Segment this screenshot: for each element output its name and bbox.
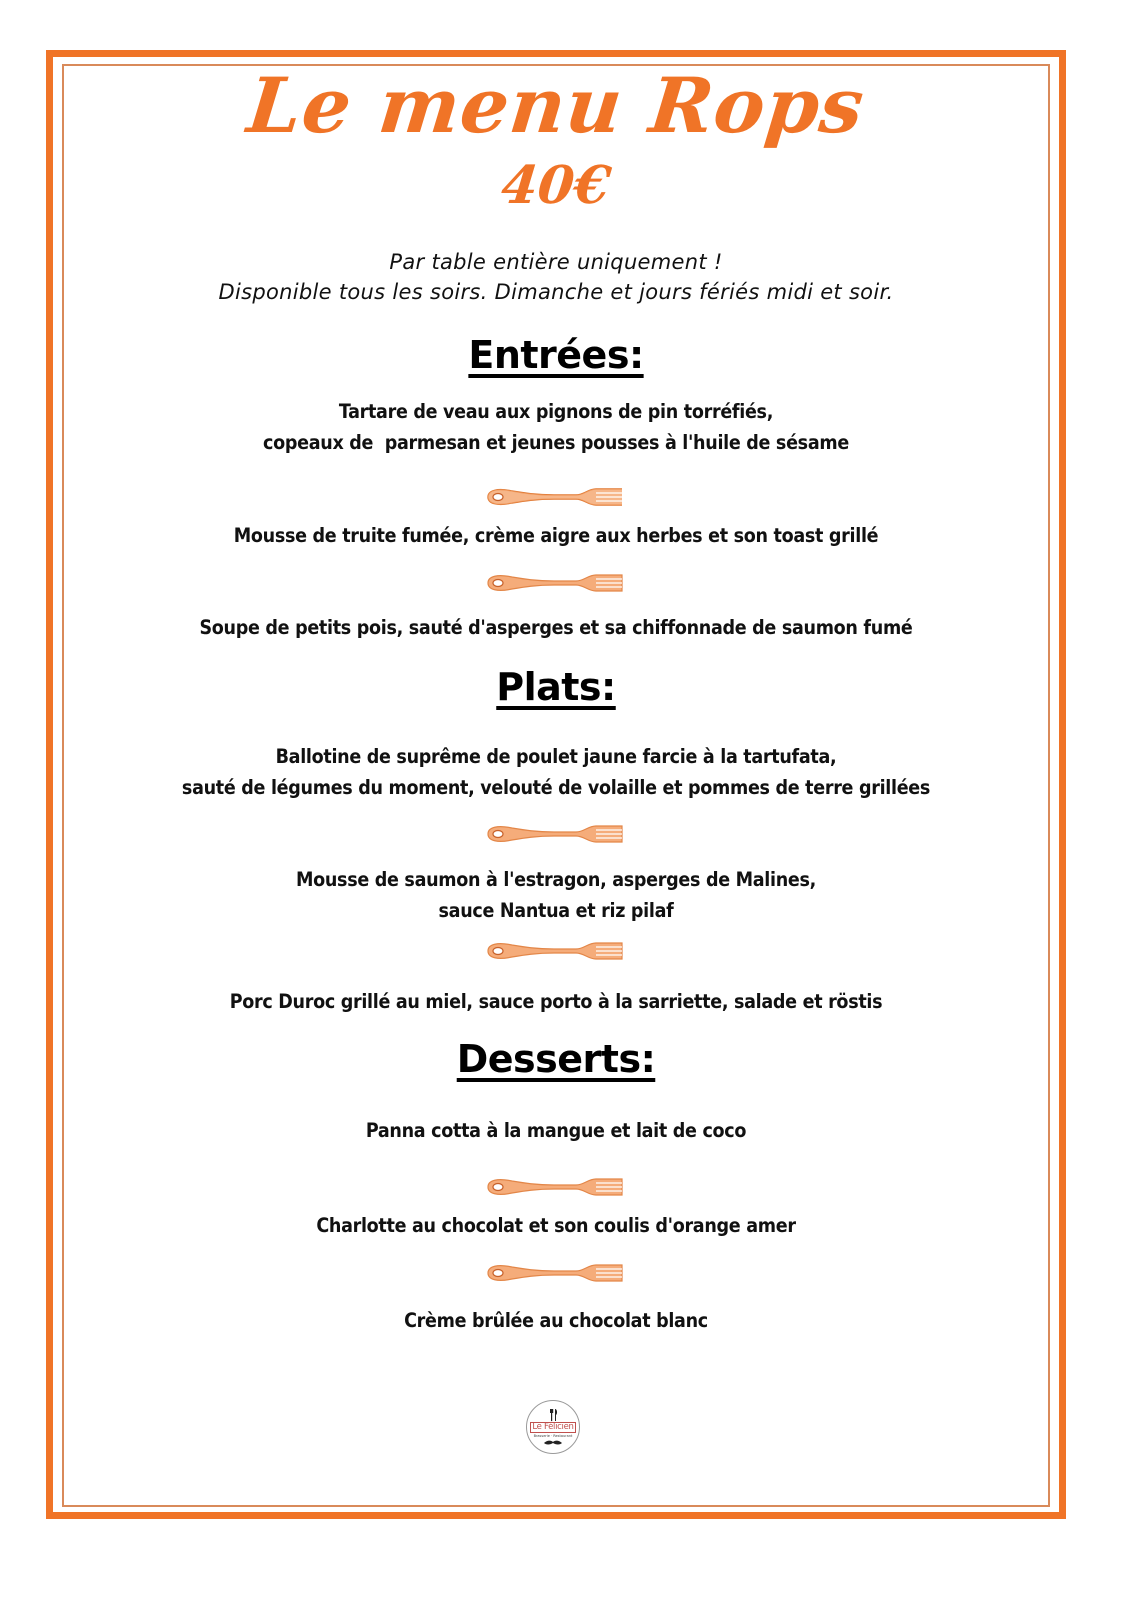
dish-line: Charlotte au chocolat et son coulis d'orange amer bbox=[316, 1214, 796, 1237]
menu-title: Le menu Rops bbox=[243, 61, 869, 150]
dish-entree-3 bbox=[0, 612, 1112, 643]
dish-line: sauce Nantua et riz pilaf bbox=[438, 899, 674, 922]
fork-icon bbox=[484, 485, 626, 509]
menu-price: 40€ bbox=[498, 155, 614, 216]
restaurant-logo bbox=[526, 1400, 580, 1454]
cutlery-icon bbox=[550, 1409, 558, 1421]
section-heading-entrees bbox=[0, 333, 1112, 377]
dish-line: sauté de légumes du moment, velouté de volaille et pommes de terre grillées bbox=[181, 776, 931, 799]
section-heading-plats bbox=[0, 665, 1112, 709]
dish-line: Ballotine de suprême de poulet jaune farcie à la tartufata, bbox=[275, 745, 837, 768]
fork-icon bbox=[484, 822, 626, 846]
dish-line: Mousse de truite fumée, crème aigre aux herbes et son toast grillé bbox=[233, 524, 879, 547]
menu-note-table: Par table entière uniquement ! bbox=[389, 250, 723, 274]
dish-entree-1 bbox=[0, 396, 1112, 458]
fork-icon bbox=[484, 571, 626, 595]
dish-line: Soupe de petits pois, sauté d'asperges et sa chiffonnade de saumon fumé bbox=[199, 616, 913, 639]
logo-brand-name: Le Félicien bbox=[530, 1422, 576, 1433]
dish-plat-2 bbox=[0, 864, 1112, 926]
logo-tagline: Brasserie · Restaurant bbox=[533, 1434, 573, 1438]
dish-line: Panna cotta à la mangue et lait de coco bbox=[365, 1119, 747, 1142]
dish-dessert-1 bbox=[0, 1115, 1112, 1146]
section-heading-desserts-label: Desserts: bbox=[456, 1037, 656, 1081]
section-heading-entrees-label: Entrées: bbox=[468, 333, 644, 377]
section-heading-desserts bbox=[0, 1037, 1112, 1081]
fork-icon bbox=[484, 1175, 626, 1199]
dish-dessert-3 bbox=[0, 1305, 1112, 1336]
dish-line: Mousse de saumon à l'estragon, asperges de Malines, bbox=[295, 868, 817, 891]
section-heading-plats-label: Plats: bbox=[496, 665, 616, 709]
dish-dessert-2 bbox=[0, 1210, 1112, 1241]
mustache-icon bbox=[543, 1440, 563, 1446]
fork-icon bbox=[484, 939, 626, 963]
menu-note-availability: Disponible tous les soirs. Dimanche et jours fériés midi et soir. bbox=[218, 280, 894, 304]
dish-line: Crème brûlée au chocolat blanc bbox=[404, 1309, 708, 1332]
dish-line: Tartare de veau aux pignons de pin torréfiés, bbox=[338, 400, 774, 423]
dish-plat-1 bbox=[0, 741, 1112, 803]
dish-line: copeaux de parmesan et jeunes pousses à l'huile de sésame bbox=[263, 431, 849, 454]
dish-line: Porc Duroc grillé au miel, sauce porto à la sarriette, salade et röstis bbox=[229, 990, 883, 1013]
fork-icon bbox=[484, 1261, 626, 1285]
dish-plat-3 bbox=[0, 986, 1112, 1017]
dish-entree-2 bbox=[0, 520, 1112, 551]
